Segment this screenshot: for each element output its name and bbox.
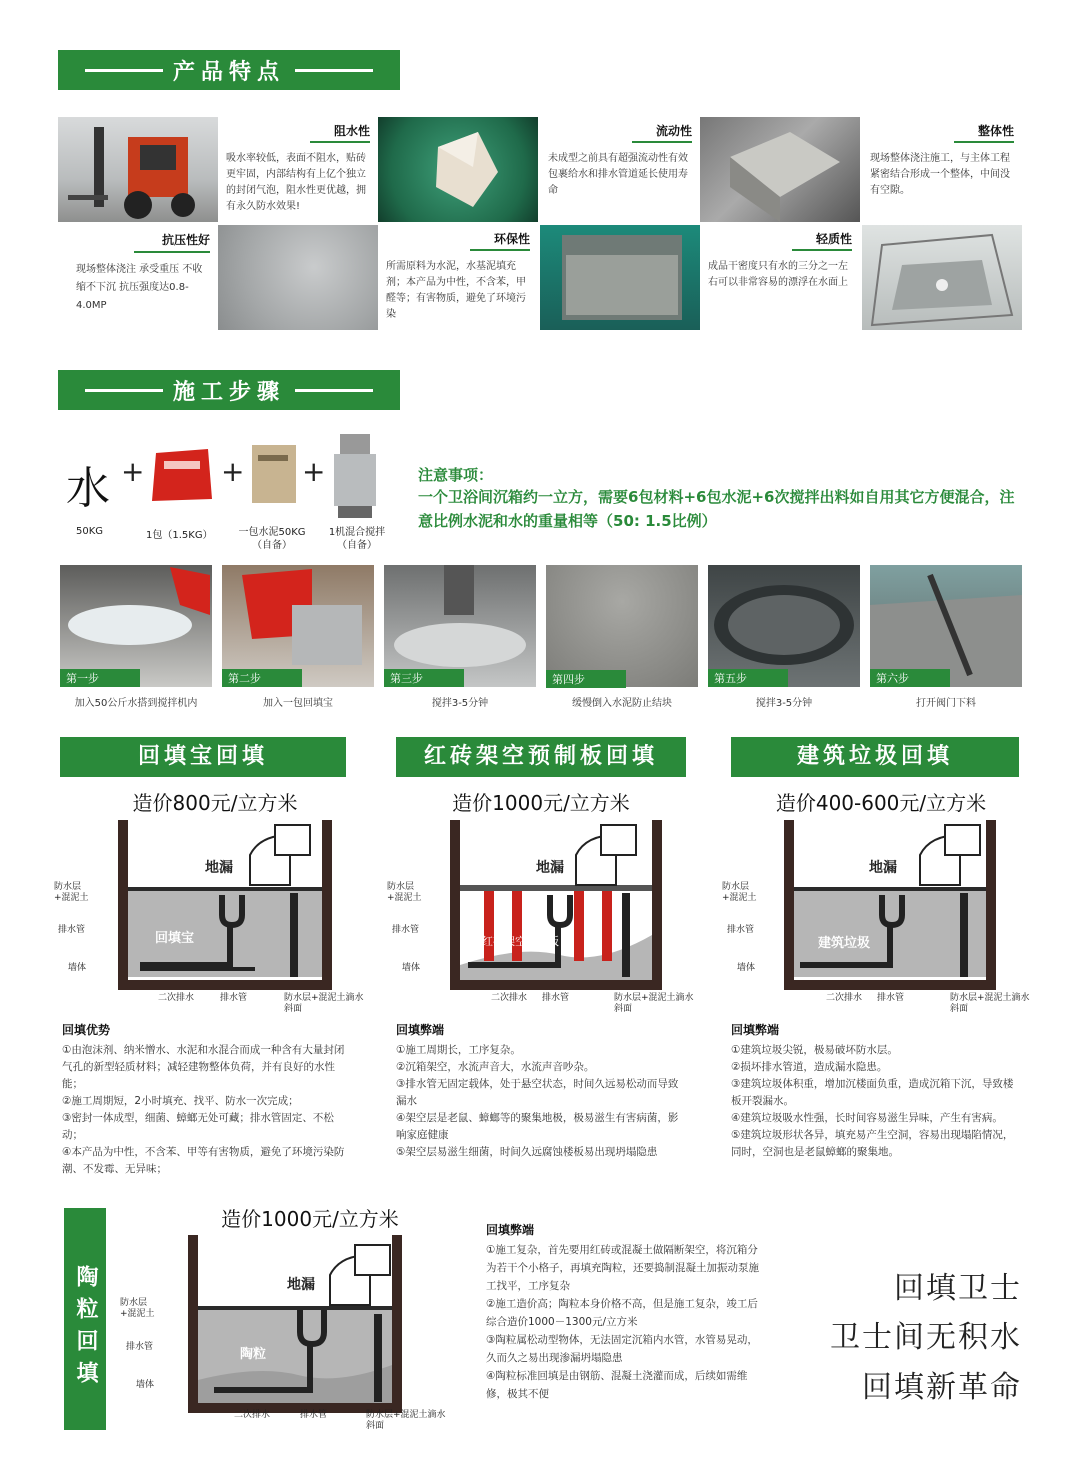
point: ④本产品为中性，不含苯、甲等有害物质，避免了环境污染防潮、不发霉、无异味；	[62, 1146, 345, 1175]
tank-photo	[540, 225, 700, 330]
step-photo	[60, 565, 212, 687]
label-slope: 防水层+混泥土滴水斜面	[950, 993, 1030, 1014]
label-wall: 墙体	[68, 963, 87, 973]
features-banner	[58, 50, 400, 90]
fill-label: 红砖架空预制板	[482, 935, 559, 948]
feature-title: 环保性	[470, 231, 530, 251]
label-slope: 防水层+混泥土滴水斜面	[366, 1410, 446, 1431]
points-rubble	[731, 1042, 1023, 1161]
step-photo	[708, 565, 860, 687]
label-slope: 防水层+混泥土滴水斜面	[284, 993, 364, 1014]
label-pipe2: 排水管	[220, 993, 248, 1003]
points-ceramsite	[486, 1241, 766, 1403]
section-heading: 回填优势	[62, 1023, 111, 1037]
point: ①施工复杂，首先要用红砖或混凝土做隔断架空，将沉箱分为若干个小格子，再填充陶粒，还要捣制混凝土加振动泵施工找平，工序复杂	[486, 1244, 759, 1292]
step-label: 搅拌3-5分钟	[431, 698, 489, 709]
step-tag: 第二步	[222, 669, 302, 687]
point: ④陶粒标准回填是由钢筋、混凝土浇灌而成，后续如需维修，极其不便	[486, 1370, 748, 1400]
step-tag: 第一步	[60, 669, 140, 687]
notice-title: 注意事项：	[418, 466, 494, 484]
point: ③建筑垃圾体积重，增加沉楼面负重，造成沉箱下沉，导致楼板开裂漏水。	[731, 1078, 1014, 1107]
feature-water-resistance	[218, 117, 378, 222]
price-redbrick: 造价1000元/立方米	[452, 791, 630, 815]
feature-text: 现场整体浇注 承受重压 不收缩不下沉 抗压强度达0.8-4.0MP	[76, 264, 203, 311]
step-tag: 第五步	[708, 669, 788, 687]
diagram-rubble	[760, 815, 1030, 995]
drain-label: 地漏	[287, 1277, 315, 1293]
diagram-backfill	[90, 815, 360, 995]
label-secondary: 二次排水	[158, 993, 195, 1003]
red-bag-icon	[150, 447, 214, 507]
plus-sign: +	[302, 455, 326, 488]
step-photo	[870, 565, 1022, 687]
point: ②损坏排水管道，造成漏水隐患。	[731, 1061, 888, 1073]
point: ①由泡沫剂、纳米憎水、水泥和水混合而成一种含有大量封闭气孔的新型轻质材料；减轻建物整体负荷，并有良好的水性能；	[62, 1044, 345, 1090]
feature-compression	[58, 225, 218, 330]
fill-label: 回填宝	[155, 931, 195, 946]
slogan-line: 回填卫士	[894, 1271, 1022, 1306]
points-redbrick	[396, 1042, 688, 1161]
feature-title: 抗压性好	[134, 231, 210, 253]
water-tank-photo	[862, 225, 1022, 330]
label-waterproof: 防水层+混泥土	[387, 882, 422, 903]
label-pipe: 排水管	[58, 925, 86, 935]
label-wall: 墙体	[136, 1380, 155, 1390]
mixer-machine-icon	[330, 432, 380, 524]
label-secondary: 二次排水	[491, 993, 528, 1003]
step-label: 搅拌3-5分钟	[755, 698, 813, 709]
feature-lightweight	[700, 225, 860, 330]
slogan-line: 回填新革命	[862, 1370, 1022, 1405]
material-label: 一包水泥50KG（自备）	[238, 527, 306, 551]
material-label: 1包（1.5KG）	[146, 530, 213, 541]
section-heading: 回填弊端	[731, 1023, 780, 1037]
feature-text: 成品干密度只有水的三分之一左右可以非常容易的漂浮在水面上	[708, 261, 848, 288]
point: ⑤建筑垃圾形状各异，填充易产生空洞，容易出现塌陷情况，同时，空洞也是老鼠蟑螂的聚集地。	[731, 1129, 1014, 1158]
feature-title: 阻水性	[310, 123, 370, 143]
concrete-block-photo	[700, 117, 860, 222]
slogan-line: 卫士间无积水	[830, 1320, 1022, 1355]
label-secondary: 二次排水	[826, 993, 863, 1003]
diagram-redbrick	[426, 815, 696, 995]
notice-text: 一个卫浴间沉箱约一立方，需要6包材料+6包水泥+6次搅拌出料如自用其它方便混合，注意比例水泥和水的重量相等（50: 1.5比例）	[418, 488, 1015, 530]
label-pipe2: 排水管	[542, 993, 570, 1003]
fill-label: 建筑垃圾	[818, 936, 871, 951]
label-pipe: 排水管	[392, 925, 420, 935]
plus-sign: +	[121, 455, 145, 488]
step-photo	[222, 565, 374, 687]
label-waterproof: 防水层+混泥土	[54, 882, 89, 903]
material-label: 50KG	[76, 526, 104, 537]
step-photo	[546, 565, 698, 687]
feature-text: 所需原料为水泥，水基泥填充剂；本产品为中性，不含苯，甲醛等；有害物质，避免了环境污染	[386, 261, 526, 320]
features-title: 产品特点	[172, 59, 285, 85]
step-tag: 第六步	[870, 669, 950, 687]
point: ③密封一体成型，细菌、蟑螂无处可藏；排水管固定、不松动；	[62, 1112, 334, 1141]
step-tag: 第三步	[384, 669, 464, 687]
floating-block-photo	[378, 117, 538, 222]
ceramsite-side-banner	[64, 1208, 106, 1430]
points-backfill	[62, 1042, 354, 1178]
point: ④建筑垃圾吸水性强，长时间容易滋生异味，产生有害病。	[731, 1112, 1003, 1124]
price-rubble: 造价400-600元/立方米	[775, 791, 987, 815]
point: ②施工周期短，2小时填充、找平、防水一次完成；	[62, 1095, 299, 1107]
step-label: 加入一包回填宝	[263, 698, 333, 709]
diagram-ceramsite	[160, 1230, 430, 1420]
feature-eco	[378, 225, 538, 330]
step-tag: 第四步	[546, 670, 626, 688]
label-secondary: 二次排水	[234, 1410, 271, 1420]
feature-text: 现场整体浇注施工，与主体工程紧密结合形成一个整体，中间没有空隙。	[870, 153, 1010, 196]
forklift-photo	[58, 117, 218, 222]
step-photo	[384, 565, 536, 687]
point: ⑤架空层易滋生细菌，时间久远腐蚀楼板易出现坍塌隐患	[396, 1146, 658, 1158]
label-waterproof: 防水层+混泥土	[722, 882, 757, 903]
fill-label: 陶粒	[240, 1347, 267, 1362]
steps-banner	[58, 370, 400, 410]
feature-title: 轻质性	[792, 231, 852, 251]
point: ②施工造价高；陶粒本身价格不高，但是施工复杂，竣工后综合造价1000－1300元/立方米	[486, 1298, 758, 1328]
feature-text: 吸水率较低，表面不阻水，贴砖更牢固，内部结构有上亿个独立的封闭气泡，阻水性更优越，拥有永久防水效果!	[226, 153, 366, 212]
point: ③陶粒属松动型物体，无法固定沉箱内水管，水管易晃动，久而久之易出现渗漏坍塌隐患	[486, 1334, 758, 1364]
label-wall: 墙体	[402, 963, 421, 973]
point: ①施工周期长，工序复杂。	[396, 1044, 521, 1056]
label-pipe2: 排水管	[300, 1410, 328, 1420]
label-pipe: 排水管	[727, 925, 755, 935]
point: ②沉箱架空，水流声音大，水流声音吵杂。	[396, 1061, 595, 1073]
feature-fluidity	[540, 117, 700, 222]
step-label: 加入50公斤水搭到搅拌机内	[74, 698, 198, 709]
point: ④架空层是老鼠、蟑螂等的聚集地极，极易滋生有害病菌，影响家庭健康	[396, 1112, 679, 1141]
cement-bag-icon	[248, 443, 300, 509]
section-heading: 回填弊端	[486, 1223, 535, 1237]
label-slope: 防水层+混泥土滴水斜面	[614, 993, 694, 1014]
steps-title: 施工步骤	[172, 379, 285, 405]
step-label: 打开阀门下料	[916, 698, 976, 709]
feature-title: 整体性	[954, 123, 1014, 143]
price-ceramsite: 造价1000元/立方米	[221, 1207, 399, 1231]
ceramsite-title: 陶粒回填	[73, 1265, 98, 1393]
drain-label: 地漏	[205, 860, 233, 876]
label-pipe: 排水管	[126, 1342, 154, 1352]
feature-title: 流动性	[632, 123, 692, 143]
label-pipe2: 排水管	[877, 993, 905, 1003]
water-symbol: 水	[66, 463, 110, 514]
price-backfill: 造价800元/立方米	[132, 791, 298, 815]
compare-banner-backfill: 回填宝回填	[60, 737, 346, 777]
drain-label: 地漏	[869, 860, 897, 876]
compare-banner-redbrick: 红砖架空预制板回填	[396, 737, 686, 777]
feature-integrity	[862, 117, 1022, 222]
label-wall: 墙体	[737, 963, 756, 973]
section-heading: 回填弊端	[396, 1023, 445, 1037]
gray-surface-photo	[218, 225, 378, 330]
plus-sign: +	[221, 455, 245, 488]
point: ③排水管无固定载体，处于悬空状态，时间久远易松动而导致漏水	[396, 1078, 679, 1107]
drain-label: 地漏	[536, 860, 564, 876]
material-label: 1机混合搅拌（自备）	[328, 527, 386, 551]
feature-text: 未成型之前具有超强流动性有效包裹给水和排水管道延长使用寿命	[548, 153, 688, 196]
point: ①建筑垃圾尖锐，极易破坏防水层。	[731, 1044, 898, 1056]
label-waterproof: 防水层+混泥土	[120, 1298, 155, 1319]
step-label: 缓慢倒入水泥防止结块	[572, 698, 672, 709]
compare-banner-rubble: 建筑垃圾回填	[731, 737, 1019, 777]
